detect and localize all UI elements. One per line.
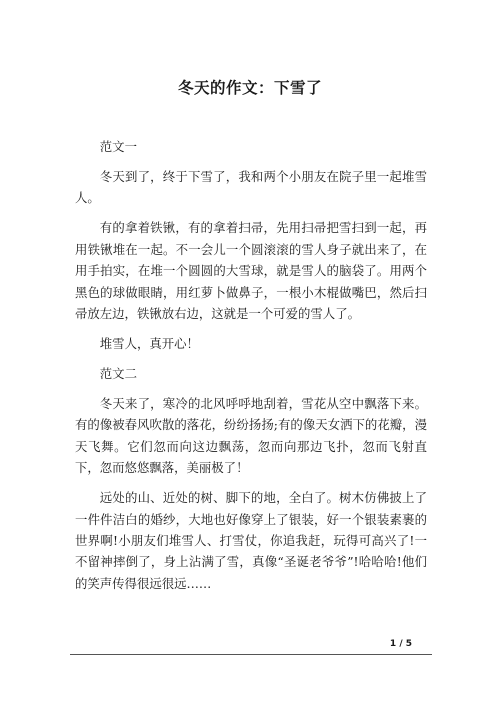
- paragraph-5: 远处的山、近处的树、脚下的地，全白了。树木仿佛披上了一件件洁白的婚纱，大地也好像穿上了银装，好一个银装素裹的世界啊!小朋友们堆雪人、打雪仗，你追我赶，玩得可高兴了!一不留神摔倒了，身上沾满了雪，真像“圣诞老爷爷”!哈哈哈!他们的笑声传得很远很远……: [75, 490, 427, 591]
- paragraph-4: 冬天来了，寒冷的北风呼呼地刮着，雪花从空中飘落下来。有的像被春风吹散的落花，纷纷扬扬;有的像天女洒下的花瓣，漫天飞舞。它们忽而向这边飘荡，忽而向那边飞扑，忽而飞射直下，忽而悠悠飘落，美丽极了！: [75, 396, 427, 476]
- paragraph-1: 冬天到了，终于下雪了，我和两个小朋友在院子里一起堆雪人。: [75, 169, 427, 206]
- section-heading-2: 范文二: [99, 366, 137, 382]
- footer-divider: [70, 654, 432, 655]
- document-title: 冬天的作文：下雪了: [177, 78, 322, 97]
- document-body: [75, 136, 427, 603]
- section-heading-1: 范文一: [99, 139, 137, 154]
- paragraph-2: 有的拿着铁锹，有的拿着扫帚，先用扫帚把雪扫到一起，再用铁锹堆在一起。不一会儿一个圆滚滚的雪人身子就出来了，在用手拍实，在堆一个圆圆的大雪球，就是雪人的脑袋了。用两个黑色的球做眼睛，用红萝卜做鼻子，一根小木棍做嘴巴，然后扫帚放左边，铁锹放右边，这就是一个可爱的雪人了。: [75, 220, 427, 322]
- paragraph-3: 堆雪人，真开心！: [99, 336, 199, 352]
- page-number: 1 / 5: [389, 639, 412, 649]
